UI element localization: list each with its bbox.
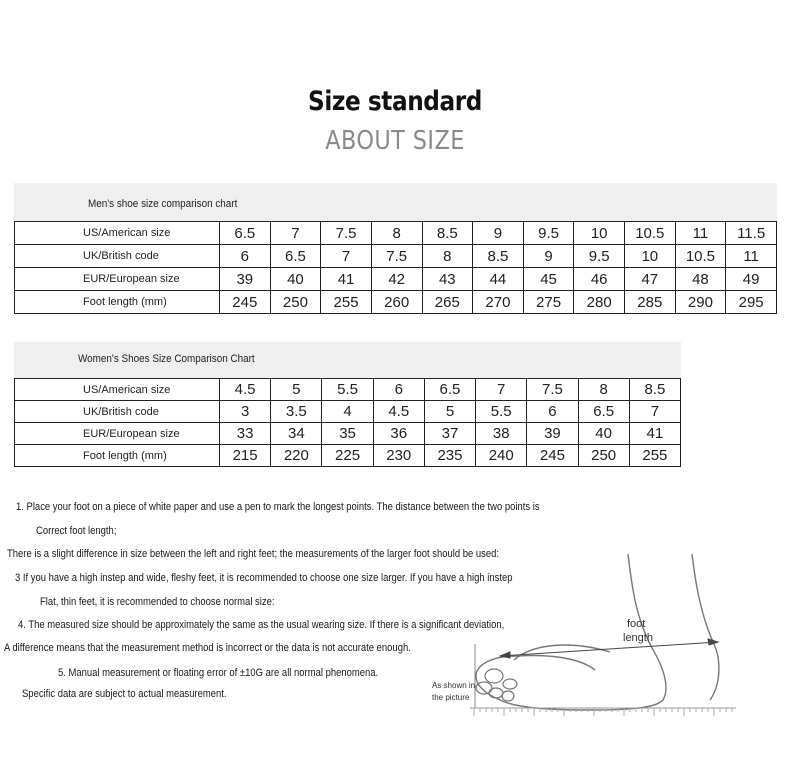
men-chart-caption: Men's shoe size comparison chart: [88, 198, 238, 210]
foot-measurement-diagram: [420, 548, 750, 723]
size-cell: 235: [424, 445, 475, 467]
row-label: UK/British code: [15, 245, 220, 268]
size-cell: 260: [371, 291, 422, 314]
size-cell: 41: [321, 268, 372, 291]
table-row: [15, 222, 777, 245]
size-cell: 5.5: [476, 401, 527, 423]
size-cell: 10.5: [675, 245, 726, 268]
size-cell: 6: [527, 401, 578, 423]
size-cell: 245: [220, 291, 271, 314]
size-cell: 8: [422, 245, 473, 268]
size-cell: 8.5: [473, 245, 524, 268]
size-cell: 285: [625, 291, 676, 314]
size-cell: 43: [422, 268, 473, 291]
size-cell: 7.5: [371, 245, 422, 268]
size-cell: 9: [523, 245, 574, 268]
size-cell: 33: [220, 423, 271, 445]
size-cell: 6.5: [220, 222, 271, 245]
row-label: Foot length (mm): [15, 291, 220, 314]
shown-label-line2: the picture: [432, 693, 470, 702]
size-cell: 10: [574, 222, 625, 245]
size-cell: 36: [373, 423, 424, 445]
size-cell: 215: [220, 445, 271, 467]
size-cell: 11.5: [726, 222, 777, 245]
size-cell: 39: [527, 423, 578, 445]
table-row: [15, 245, 777, 268]
size-cell: 4.5: [220, 379, 271, 401]
men-size-table: [14, 221, 777, 314]
size-cell: 7.5: [527, 379, 578, 401]
size-cell: 46: [574, 268, 625, 291]
size-cell: 6.5: [270, 245, 321, 268]
size-cell: 10.5: [625, 222, 676, 245]
row-label: UK/British code: [15, 401, 220, 423]
page-subtitle: ABOUT SIZE: [325, 126, 465, 156]
instruction-line-9: Specific data are subject to actual measurement.: [22, 688, 227, 700]
size-cell: 5: [271, 379, 322, 401]
size-cell: 37: [424, 423, 475, 445]
size-cell: 245: [527, 445, 578, 467]
size-cell: 45: [523, 268, 574, 291]
size-cell: 7: [629, 401, 680, 423]
shown-label-line1: As shown in: [432, 681, 476, 690]
size-cell: 7: [321, 245, 372, 268]
size-cell: 42: [371, 268, 422, 291]
size-cell: 6: [220, 245, 271, 268]
size-cell: 35: [322, 423, 373, 445]
size-cell: 295: [726, 291, 777, 314]
size-cell: 8: [578, 379, 629, 401]
size-cell: 4.5: [373, 401, 424, 423]
size-cell: 290: [675, 291, 726, 314]
size-cell: 49: [726, 268, 777, 291]
size-cell: 48: [675, 268, 726, 291]
size-cell: 34: [271, 423, 322, 445]
size-cell: 220: [271, 445, 322, 467]
instruction-line-8: 5. Manual measurement or floating error of ±10G are all normal phenomena.: [58, 667, 379, 679]
instruction-line-5: Flat, thin feet, it is recommended to choose normal size:: [40, 596, 275, 608]
table-row: [15, 379, 681, 401]
size-cell: 3.5: [271, 401, 322, 423]
instruction-line-6: 4. The measured size should be approximately the same as the usual wearing size. If there is a significant deviation,: [18, 619, 505, 631]
foot-label-line1: foot: [627, 618, 646, 630]
size-cell: 9.5: [574, 245, 625, 268]
size-cell: 7.5: [321, 222, 372, 245]
size-cell: 38: [476, 423, 527, 445]
women-size-table: [14, 378, 681, 467]
size-cell: 47: [625, 268, 676, 291]
size-cell: 8.5: [422, 222, 473, 245]
size-cell: 8: [371, 222, 422, 245]
size-cell: 275: [523, 291, 574, 314]
instruction-line-7: A difference means that the measurement method is incorrect or the data is not accurate enough.: [4, 642, 411, 654]
size-cell: 5: [424, 401, 475, 423]
size-cell: 270: [473, 291, 524, 314]
size-cell: 11: [675, 222, 726, 245]
instruction-line-2: Correct foot length;: [36, 525, 117, 537]
size-cell: 230: [373, 445, 424, 467]
table-row: [15, 268, 777, 291]
foot-outline: [476, 554, 719, 710]
page-title: Size standard: [308, 86, 482, 117]
size-cell: 280: [574, 291, 625, 314]
size-cell: 9.5: [523, 222, 574, 245]
size-cell: 40: [578, 423, 629, 445]
size-cell: 44: [473, 268, 524, 291]
ruler-ticks: [474, 708, 732, 716]
size-cell: 265: [422, 291, 473, 314]
row-label: Foot length (mm): [15, 445, 220, 467]
size-cell: 10: [625, 245, 676, 268]
table-row: [15, 445, 681, 467]
size-cell: 41: [629, 423, 680, 445]
size-cell: 6: [373, 379, 424, 401]
table-row: [15, 423, 681, 445]
size-cell: 225: [322, 445, 373, 467]
size-cell: 3: [220, 401, 271, 423]
size-cell: 255: [629, 445, 680, 467]
size-cell: 39: [220, 268, 271, 291]
row-label: EUR/European size: [15, 268, 220, 291]
table-row: [15, 401, 681, 423]
size-cell: 6.5: [578, 401, 629, 423]
size-cell: 255: [321, 291, 372, 314]
women-chart-caption: Women's Shoes Size Comparison Chart: [78, 353, 255, 365]
size-cell: 6.5: [424, 379, 475, 401]
size-cell: 40: [270, 268, 321, 291]
toe-outlines: [476, 669, 517, 701]
size-cell: 240: [476, 445, 527, 467]
row-label: US/American size: [15, 379, 220, 401]
instruction-line-3: There is a slight difference in size between the left and right feet; the measurements of the larger foot should be used:: [7, 548, 500, 560]
row-label: EUR/European size: [15, 423, 220, 445]
size-cell: 250: [270, 291, 321, 314]
size-cell: 4: [322, 401, 373, 423]
foot-label-line2: length: [623, 632, 653, 644]
instruction-line-1: 1. Place your foot on a piece of white paper and use a pen to mark the longest points. The distance between the two points is: [16, 501, 540, 513]
size-cell: 7: [270, 222, 321, 245]
size-cell: 250: [578, 445, 629, 467]
size-cell: 11: [726, 245, 777, 268]
size-cell: 7: [476, 379, 527, 401]
size-cell: 9: [473, 222, 524, 245]
row-label: US/American size: [15, 222, 220, 245]
instruction-line-4: 3 If you have a high instep and wide, fleshy feet, it is recommended to choose one size larger. If you have a high instep: [15, 572, 513, 584]
size-cell: 5.5: [322, 379, 373, 401]
size-cell: 8.5: [629, 379, 680, 401]
table-row: [15, 291, 777, 314]
